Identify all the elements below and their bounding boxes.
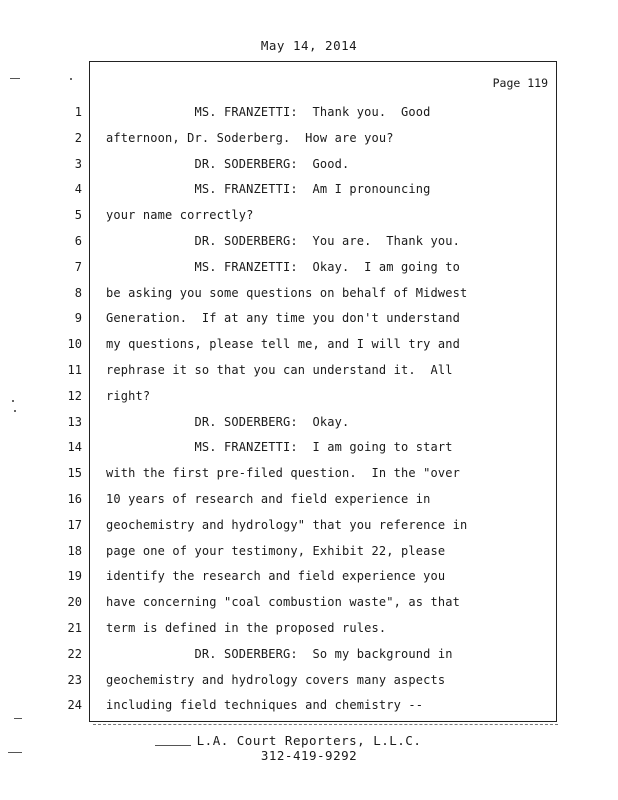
line-number: 13 — [67, 415, 82, 429]
line-number: 21 — [67, 621, 82, 635]
margin-dot — [14, 410, 16, 412]
line-number: 11 — [67, 363, 82, 377]
line-text: right? — [106, 389, 151, 403]
line-text: with the first pre-filed question. In the "over — [106, 466, 460, 480]
page-number: Page 119 — [492, 76, 548, 90]
line-text: 10 years of research and field experience in — [106, 492, 431, 506]
line-text: my questions, please tell me, and I will try and — [106, 337, 460, 351]
line-text: DR. SODERBERG: Good. — [106, 157, 350, 171]
line-text: MS. FRANZETTI: Thank you. Good — [106, 105, 431, 119]
line-text: page one of your testimony, Exhibit 22, please — [106, 544, 446, 558]
line-number: 9 — [74, 311, 82, 325]
margin-mark — [10, 78, 20, 79]
line-text: have concerning "coal combustion waste", as that — [106, 595, 460, 609]
margin-mark — [155, 745, 191, 746]
line-number: 1 — [74, 105, 82, 119]
line-number: 2 — [74, 131, 82, 145]
line-number: 16 — [67, 492, 82, 506]
line-text: geochemistry and hydrology covers many aspects — [106, 673, 446, 687]
line-text: geochemistry and hydrology" that you reference in — [106, 518, 468, 532]
line-text: your name correctly? — [106, 208, 254, 222]
footer-company: L.A. Court Reporters, L.L.C. — [196, 733, 422, 748]
line-text: be asking you some questions on behalf of Midwest — [106, 286, 468, 300]
line-number: 7 — [74, 260, 82, 274]
margin-dot — [12, 400, 14, 402]
line-number: 12 — [67, 389, 82, 403]
margin-mark — [14, 718, 22, 719]
line-number: 18 — [67, 544, 82, 558]
line-number: 19 — [67, 569, 82, 583]
header-date: May 14, 2014 — [260, 38, 358, 53]
line-text: rephrase it so that you can understand it. All — [106, 363, 453, 377]
margin-mark — [8, 752, 22, 753]
line-text: DR. SODERBERG: Okay. — [106, 415, 350, 429]
line-number: 8 — [74, 286, 82, 300]
line-text: DR. SODERBERG: So my background in — [106, 647, 453, 661]
line-text: afternoon, Dr. Soderberg. How are you? — [106, 131, 394, 145]
line-text: MS. FRANZETTI: Am I pronouncing — [106, 182, 431, 196]
line-number: 6 — [74, 234, 82, 248]
line-number: 5 — [74, 208, 82, 222]
line-number: 15 — [67, 466, 82, 480]
line-text: term is defined in the proposed rules. — [106, 621, 387, 635]
line-number: 14 — [67, 440, 82, 454]
line-text: including field techniques and chemistry -- — [106, 698, 424, 712]
line-number: 10 — [67, 337, 82, 351]
line-text: DR. SODERBERG: You are. Thank you. — [106, 234, 460, 248]
line-number: 4 — [74, 182, 82, 196]
line-number: 3 — [74, 157, 82, 171]
line-number: 17 — [67, 518, 82, 532]
line-text: Generation. If at any time you don't understand — [106, 311, 460, 325]
line-text: identify the research and field experience you — [106, 569, 446, 583]
line-text: MS. FRANZETTI: I am going to start — [106, 440, 453, 454]
line-text: MS. FRANZETTI: Okay. I am going to — [106, 260, 460, 274]
footer-phone: 312-419-9292 — [260, 748, 358, 763]
line-number: 23 — [67, 673, 82, 687]
margin-dot — [70, 78, 72, 80]
line-number: 20 — [67, 595, 82, 609]
line-number: 22 — [67, 647, 82, 661]
line-number: 24 — [67, 698, 82, 712]
